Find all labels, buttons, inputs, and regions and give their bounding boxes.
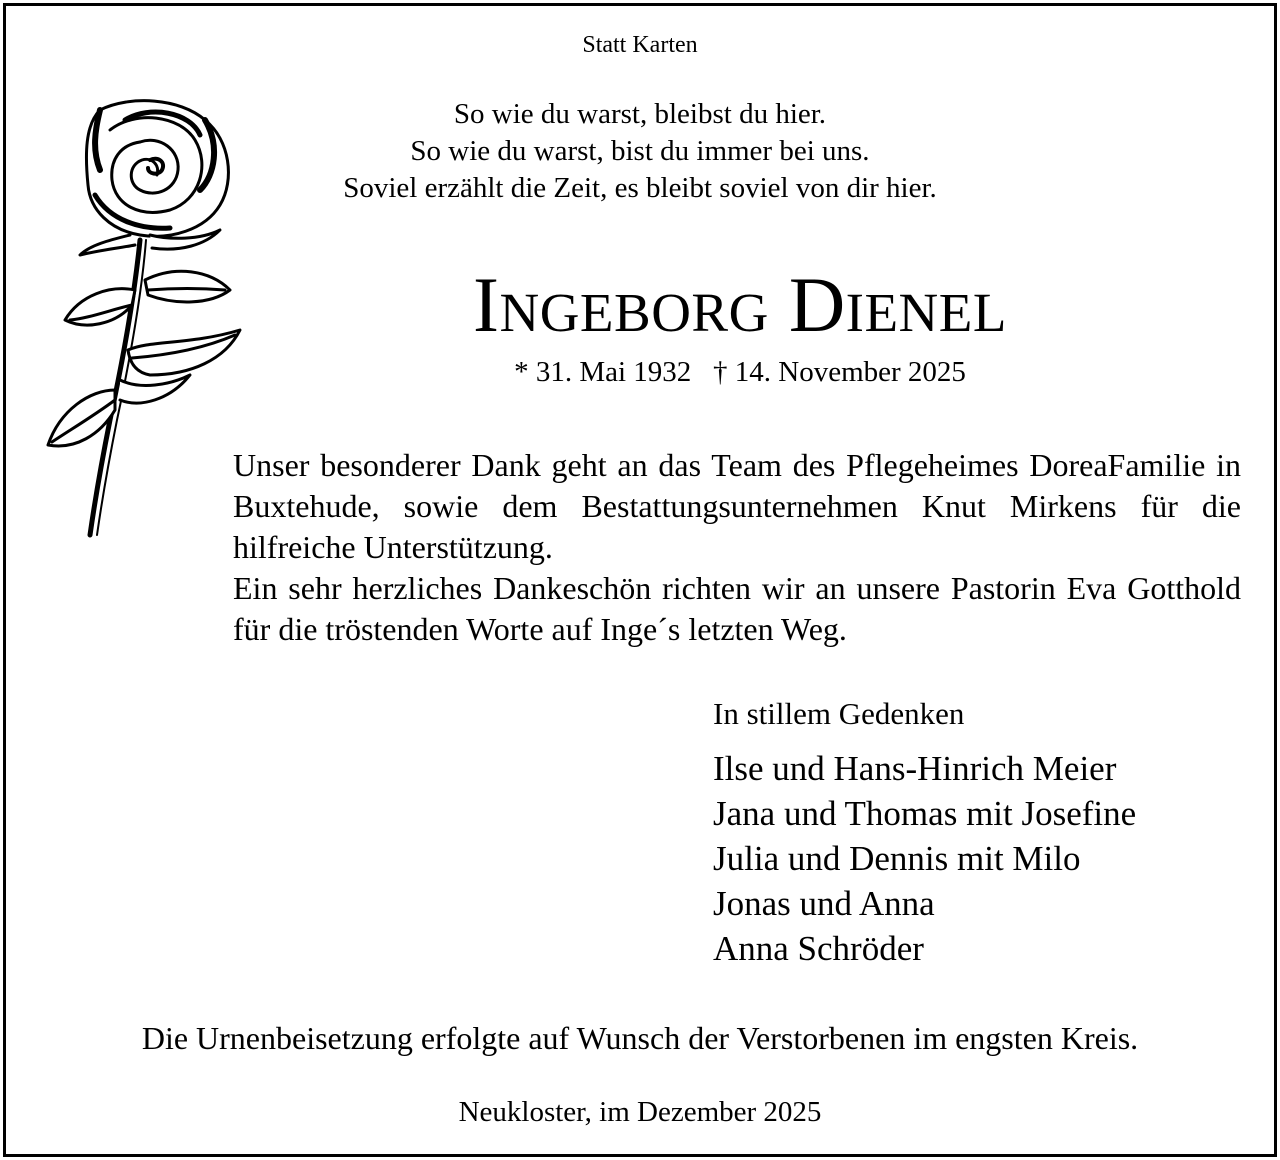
mourner-name: Anna Schröder (713, 929, 924, 968)
mourner-name: Ilse und Hans-Hinrich Meier (713, 749, 1117, 788)
life-dates: * 31. Mai 1932 † 14. November 2025 (514, 356, 966, 388)
memorial-poem (0, 96, 1280, 207)
mourners-list (713, 746, 1136, 971)
burial-note: Die Urnenbeisetzung erfolgte auf Wunsch der Verstorbenen im engsten Kreis. (141, 1020, 1139, 1056)
thanks-paragraph: Unser besonderer Dank geht an das Team des Pflegeheimes DoreaFamilie in Buxtehude, sowie dem Bestattungsunternehmen Knut Mirkens für die hilfreiche Unterstützung. (233, 447, 1241, 565)
mourner-name: Julia und Dennis mit Milo (713, 839, 1081, 878)
mourner-name: Jana und Thomas mit Josefine (713, 794, 1137, 833)
mourner-name: Jonas und Anna (713, 884, 935, 923)
thanks-paragraph: Ein sehr herzliches Dankeschön richten wir an unsere Pastorin Eva Gotthold für die tröstenden Worte auf Inge´s letzten Weg. (233, 570, 1241, 647)
closing-phrase: In stillem Gedenken (713, 696, 965, 731)
poem-line: So wie du warst, bist du immer bei uns. (410, 135, 870, 167)
place-and-date: Neukloster, im Dezember 2025 (458, 1096, 822, 1128)
poem-line: Soviel erzählt die Zeit, es bleibt soviel von dir hier. (343, 172, 937, 204)
thanks-text (233, 445, 1241, 650)
deceased-name: Ingeborg Dienel (473, 261, 1007, 348)
poem-line: So wie du warst, bleibst du hier. (453, 98, 827, 130)
heading-statt-karten: Statt Karten (582, 32, 698, 58)
